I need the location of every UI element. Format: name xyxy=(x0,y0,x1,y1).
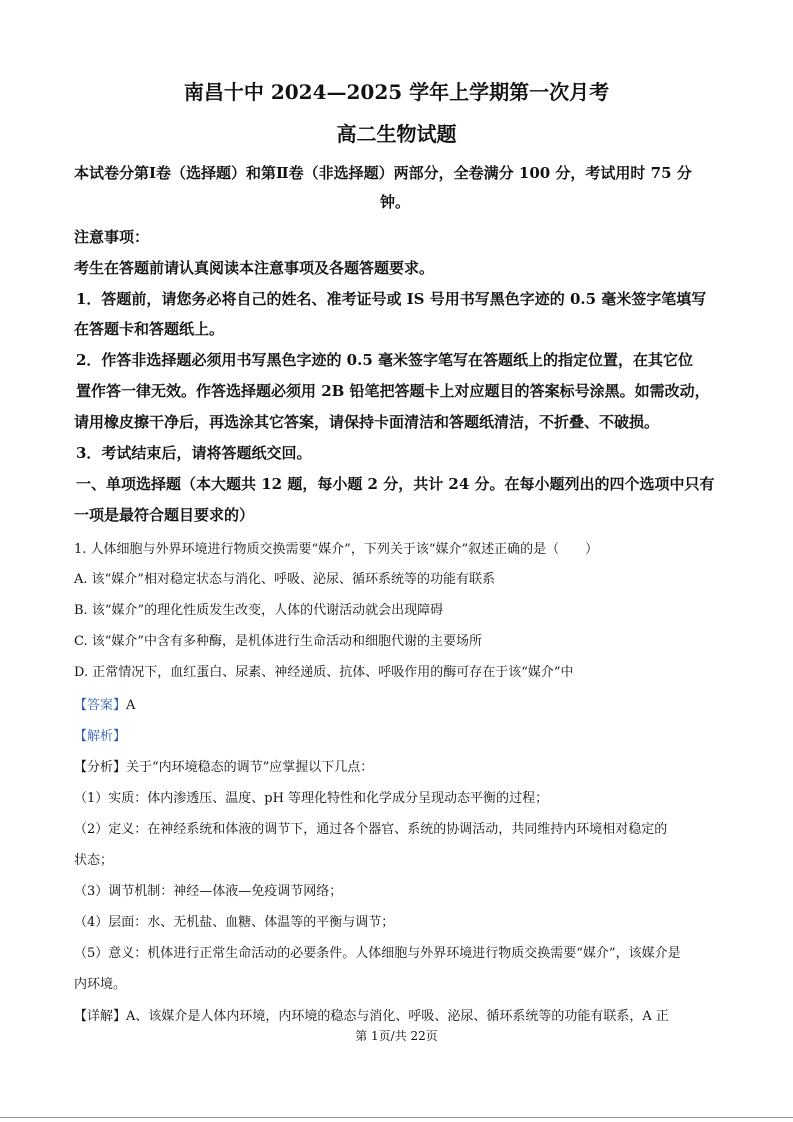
fenxi-line xyxy=(74,756,373,775)
exam-title: 南昌十中 2024—2025 学年上学期第一次月考 xyxy=(183,80,610,104)
intro-line-2: 钟。 xyxy=(380,193,411,211)
detail-line xyxy=(74,1005,669,1024)
option-c: C. 该“媒介”中含有多种酶，是机体进行生命活动和细胞代谢的主要场所 xyxy=(74,634,483,649)
analysis-label: 【解析】 xyxy=(74,729,127,744)
answer-line xyxy=(74,694,135,713)
point-5a: （5）意义：机体进行正常生命活动的必要条件。人体细胞与外界环境进行物质交换需要“媒介”，该媒介是 xyxy=(74,946,681,961)
note-item-1b: 在答题卡和答题纸上。 xyxy=(74,320,225,338)
notes-lead: 考生在答题前请认真阅读本注意事项及各题答题要求。 xyxy=(74,259,435,277)
point-2b: 状态； xyxy=(74,853,114,868)
exam-subtitle: 高二生物试题 xyxy=(336,122,457,146)
page-footer: 第 1页/共 22页 xyxy=(355,1029,438,1043)
answer-label: 【答案】 xyxy=(74,698,127,713)
fenxi-text: 关于“内环境稳态的调节”应掌握以下几点： xyxy=(126,760,374,775)
point-1: （1）实质：体内渗透压、温度、pH 等理化特性和化学成分呈现动态平衡的过程； xyxy=(74,791,549,806)
section-heading-b: 一项是最符合题目要求的） xyxy=(74,506,255,524)
option-b: B. 该“媒介”的理化性质发生改变，人体的代谢活动就会出现障碍 xyxy=(74,603,444,618)
detail-label: 【详解】 xyxy=(74,1009,127,1024)
intro-line-1: 本试卷分第Ⅰ卷（选择题）和第Ⅱ卷（非选择题）两部分，全卷满分 100 分，考试用时 75 分 xyxy=(74,164,692,182)
option-a: A. 该“媒介”相对稳定状态与消化、呼吸、泌尿、循环系统等的功能有联系 xyxy=(74,572,495,587)
bottom-rule xyxy=(0,1117,793,1118)
note-item-2b: 置作答一律无效。作答选择题必须用 2B 铅笔把答题卡上对应题目的答案标号涂黑。如需改动， xyxy=(76,382,710,400)
question-stem: 1. 人体细胞与外界环境进行物质交换需要“媒介”，下列关于该“媒介”叙述正确的是（ ） xyxy=(74,542,599,557)
detail-text: A、该媒介是人体内环境，内环境的稳态与消化、呼吸、泌尿、循环系统等的功能有联系，A 正 xyxy=(126,1009,669,1024)
point-5b: 内环境。 xyxy=(74,977,127,992)
note-item-2a: 2．作答非选择题必须用书写黑色字迹的 0.5 毫米签字笔写在答题纸上的指定位置，在其它位 xyxy=(76,351,693,369)
point-4: （4）层面：水、无机盐、血糖、体温等的平衡与调节； xyxy=(74,915,395,930)
point-3: （3）调节机制：神经—体液—免疫调节网络； xyxy=(74,884,343,899)
note-item-1a: 1．答题前，请您务必将自己的姓名、准考证号或 IS 号用书写黑色字迹的 0.5 毫米签字笔填写 xyxy=(76,290,707,308)
section-heading-a: 一、单项选择题（本大题共 12 题，每小题 2 分，共计 24 分。在每小题列出的四个选项中只有 xyxy=(76,475,715,493)
note-item-3: 3．考试结束后，请将答题纸交回。 xyxy=(76,444,312,462)
answer-value: A xyxy=(126,698,136,713)
option-d: D. 正常情况下，血红蛋白、尿素、神经递质、抗体、呼吸作用的酶可存在于该“媒介”中 xyxy=(74,665,574,680)
point-2a: （2）定义：在神经系统和体液的调节下，通过各个器官、系统的协调活动，共同维持内环境相对稳定的 xyxy=(74,822,668,837)
note-item-2c: 请用橡皮擦干净后，再选涂其它答案，请保持卡面清洁和答题纸清洁，不折叠、不破损。 xyxy=(74,413,660,431)
notes-heading: 注意事项： xyxy=(74,228,150,246)
fenxi-label: 【分析】 xyxy=(74,760,127,775)
